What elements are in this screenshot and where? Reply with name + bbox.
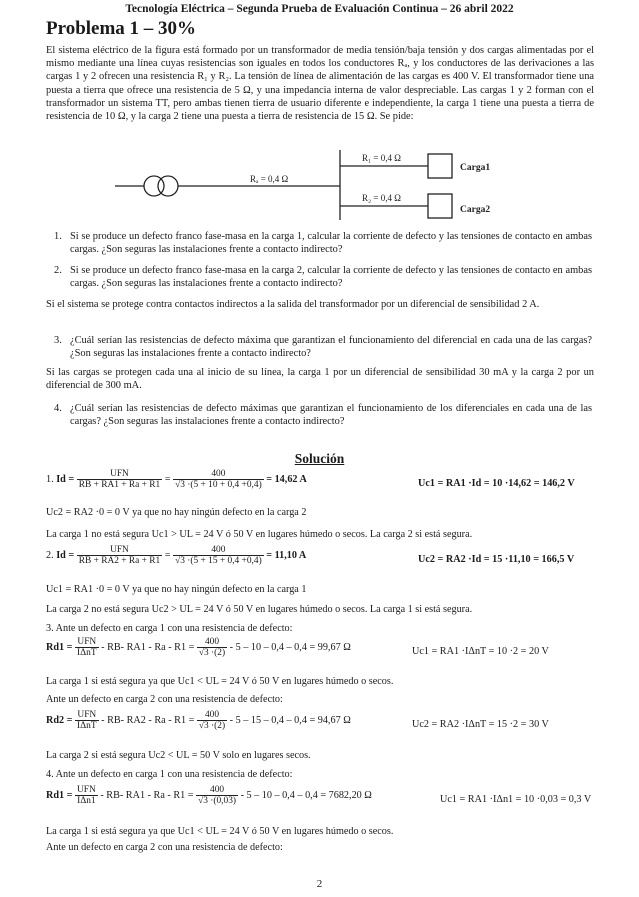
r1-label: R₁ = 0,4 Ω: [362, 153, 401, 163]
fraction: $\frac{400}{√3 \cdot(5 + 10 + 0,4 +0,4)}$: [175, 469, 262, 490]
solution-4-equation: Rd1 = UFN IΔn1 - RB- RA1 - Ra - R1 = $\frac{400}{√3 \cdot(0,03)}$ - 5 – 10 – 0,4 – 0,4 = 7682,20 Ω: [46, 785, 372, 806]
solution-4-contact-voltage: Uc1 = RA1 ·IΔn1 = 10 ·0,03 = 0,3 V: [440, 794, 592, 805]
fraction: UFN RB + RA2 + Ra + R1: [78, 545, 161, 566]
circuit-diagram: [40, 146, 600, 224]
protection-note-2: Si las cargas se protegen cada una al inicio de su línea, la carga 1 por un diferencial de sensibilidad 30 mA y la carga 2 por un diferencial de 300 mA.: [46, 367, 594, 392]
solution-3-intro: 3. Ante un defecto en carga 1 con una resistencia de defecto:: [46, 623, 293, 634]
page-number: 2: [316, 878, 323, 890]
fraction: $\frac{400}{√3 \cdot(0,03)}$: [198, 785, 237, 806]
solution-1-equation: 1. Id = UFN RB + RA1 + Ra + R1 = $\frac{400}{√3 \cdot(5 + 10 + 0,4 +0,4)}$ = 14,62 A: [46, 469, 307, 490]
load1-label: Carga1: [460, 163, 491, 173]
ra-label: Rₐ = 0,4 Ω: [250, 174, 289, 184]
solution-3-note-b: La carga 2 si está segura Uc2 < UL = 50 V solo en lugares secos.: [46, 750, 311, 761]
solution-4-intro: 4. Ante un defecto en carga 1 con una resistencia de defecto:: [46, 769, 293, 780]
page-header: Tecnología Eléctrica – Segunda Prueba de Evaluación Continua – 26 abril 2022: [125, 3, 514, 15]
fraction: UFN IΔnT: [77, 637, 97, 658]
r2-label: R₂ = 0,4 Ω: [362, 193, 401, 203]
solution-3-contact-voltage-a: Uc1 = RA1 ·IΔnT = 10 ·2 = 20 V: [412, 646, 549, 657]
fraction: UFN RB + RA1 + Ra + R1: [78, 469, 161, 490]
solution-2-equation: 2. Id = UFN RB + RA2 + Ra + R1 = $\frac{400}{√3 \cdot(5 + 15 + 0,4 +0,4)}$ = 11,10 A: [46, 545, 307, 566]
solution-title: Solución: [294, 451, 345, 466]
load2-label: Carga2: [460, 205, 491, 215]
intro-paragraph: El sistema eléctrico de la figura está formado por un transformador de media tensión/baja tensión y dos cargas alimentadas por el mismo mediante una línea cuyas resistencias son iguales en todos los conductores Rₐ, y los conductores de las derivaciones a las cargas 1 y 2 ofrecen una resistencia R₁ y R₂. La tensión de línea de alimentación de las cargas es 400 V. El transformador tiene una puesta a tierra que ofrece una resistencia de 5 Ω, y una impedancia interna de valor despreciable. Las cargas 1 y 2 forman con el transformador un sistema TT, pero ambas tienen tierra de usuario diferente e independiente, la carga 1 tiene una puesta a tierra de resistencia de 10 Ω, y la carga 2 tiene una puesta a tierra de resistencia de 15 Ω. Se pide:: [46, 45, 594, 123]
question-2: 2. Si se produce un defecto franco fase-masa en la carga 2, calcular la corriente de defecto y las tensiones de contacto en ambas cargas. ¿Son seguras las instalaciones frente a contacto indirecto?: [54, 265, 592, 290]
solution-1-contact-voltage: Uc1 = RA1 ·Id = 10 ·14,62 = 146,2 V: [418, 478, 575, 489]
question-1: 1. Si se produce un defecto franco fase-masa en la carga 1, calcular la corriente de defecto y las tensiones de contacto en ambas cargas. ¿Son seguras las instalaciones frente a contacto indirecto?: [54, 231, 592, 256]
solution-2-note-a: Uc1 = RA1 ·0 = 0 V ya que no hay ningún defecto en la carga 1: [46, 584, 307, 595]
solution-3-contact-voltage-b: Uc2 = RA2 ·IΔnT = 15 ·2 = 30 V: [412, 719, 549, 730]
fraction: $\frac{400}{√3 \cdot(5 + 15 + 0,4 +0,4)}$: [175, 545, 262, 566]
solution-3-equation-a: Rd1 = UFN IΔnT - RB- RA1 - Ra - R1 = $\frac{400}{√3 \cdot(2)}$ - 5 – 10 – 0,4 – 0,4 = 99,67 Ω: [46, 637, 351, 658]
solution-1-note-b: La carga 1 no está segura Uc1 > UL = 24 V ó 50 V en lugares húmedo o secos. La carga 2 si está segura.: [46, 529, 473, 540]
fraction: UFN IΔnT: [77, 710, 97, 731]
fraction: $\frac{400}{√3 \cdot(2)}$: [198, 710, 226, 731]
solution-2-contact-voltage: Uc2 = RA2 ·Id = 15 ·11,10 = 166,5 V: [418, 554, 575, 565]
solution-3-equation-b: Rd2 = UFN IΔnT - RB- RA2 - Ra - R1 = $\frac{400}{√3 \cdot(2)}$ - 5 – 15 – 0,4 – 0,4 = 94,67 Ω: [46, 710, 351, 731]
protection-note-1: Si el sistema se protege contra contactos indirectos a la salida del transformador por un diferencial de sensibilidad 2 A.: [46, 299, 540, 310]
solution-2-note-b: La carga 2 no está segura Uc2 > UL = 24 V ó 50 V en lugares húmedo o secos. La carga 1 si está segura.: [46, 604, 473, 615]
solution-4-note-a: La carga 1 si está segura ya que Uc1 < UL = 24 V ó 50 V en lugares húmedo o secos.: [46, 826, 394, 837]
problem-title: Problema 1 – 30%: [46, 18, 197, 39]
solution-3-intro-b: Ante un defecto en carga 2 con una resistencia de defecto:: [46, 694, 283, 705]
fraction: $\frac{400}{√3 \cdot(2)}$: [198, 637, 226, 658]
fraction: UFN IΔn1: [77, 785, 96, 806]
solution-1-note-a: Uc2 = RA2 ·0 = 0 V ya que no hay ningún defecto en la carga 2: [46, 507, 307, 518]
question-4: 4. ¿Cuál serían las resistencias de defecto máximas que garantizan el funcionamiento de los diferenciales en cada una de las cargas? ¿Son seguras las instalaciones frente a contacto indirecto?: [54, 403, 592, 428]
solution-4-intro-b: Ante un defecto en carga 2 con una resistencia de defecto:: [46, 842, 283, 853]
solution-3-note-a: La carga 1 si está segura ya que Uc1 < UL = 24 V ó 50 V en lugares húmedo o secos.: [46, 676, 394, 687]
question-3: 3. ¿Cuál serían las resistencias de defecto máxima que garantizan el funcionamiento del diferencial en cada una de las cargas? ¿Son seguras las instalaciones frente a contacto indirecto?: [54, 335, 592, 360]
